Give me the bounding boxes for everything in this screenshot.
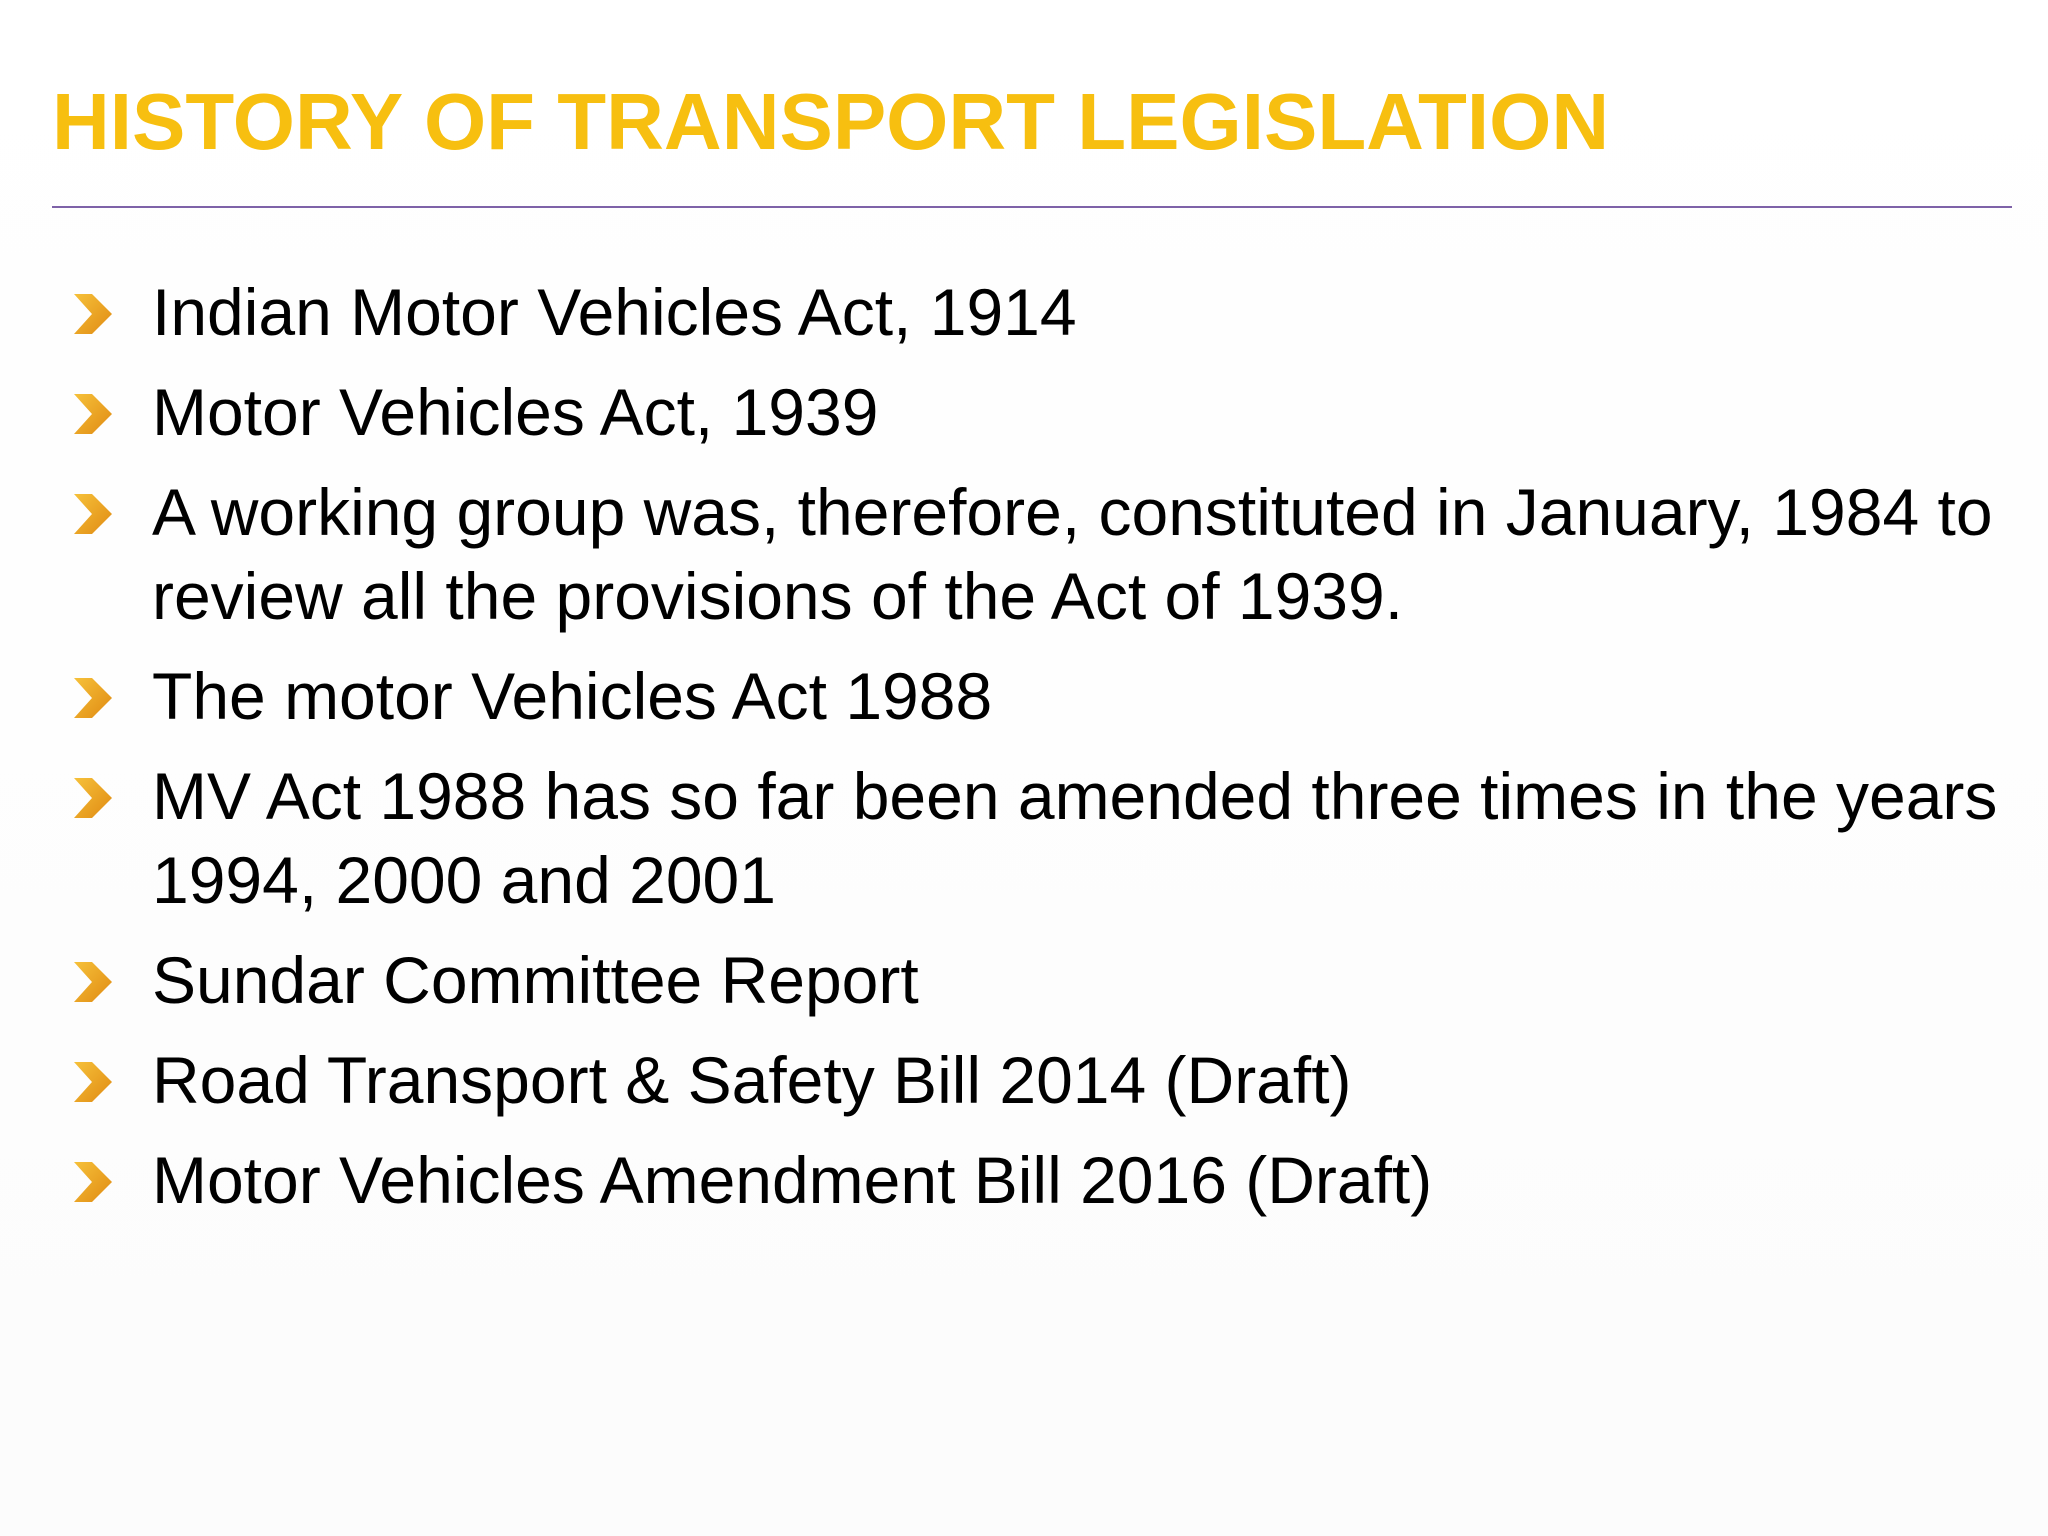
chevron-right-icon (70, 392, 114, 436)
list-item (70, 754, 2010, 922)
bullet-text: Indian Motor Vehicles Act, 1914 (152, 275, 1077, 349)
chevron-right-icon (70, 1060, 114, 1104)
bullet-text: Motor Vehicles Act, 1939 (152, 375, 879, 449)
bullet-text: MV Act 1988 has so far been amended three times in the years 1994, 2000 and 2001 (152, 759, 1998, 917)
chevron-right-icon (70, 492, 114, 536)
chevron-right-icon (70, 676, 114, 720)
list-item (70, 654, 2010, 738)
list-item (70, 1038, 2010, 1122)
chevron-right-icon (70, 776, 114, 820)
bullet-list (70, 270, 2010, 1238)
bullet-text: A working group was, therefore, constituted in January, 1984 to review all the provisions of the Act of 1939. (152, 475, 1993, 633)
list-item (70, 1138, 2010, 1222)
bullet-text: Road Transport & Safety Bill 2014 (Draft) (152, 1043, 1352, 1117)
list-item (70, 270, 2010, 354)
bullet-text: Sundar Committee Report (152, 943, 919, 1017)
list-item (70, 938, 2010, 1022)
chevron-right-icon (70, 960, 114, 1004)
chevron-right-icon (70, 292, 114, 336)
bullet-text: Motor Vehicles Amendment Bill 2016 (Draft) (152, 1143, 1433, 1217)
chevron-right-icon (70, 1160, 114, 1204)
bullet-text: The motor Vehicles Act 1988 (152, 659, 993, 733)
slide-title: HISTORY OF TRANSPORT LEGISLATION (52, 77, 1610, 166)
list-item (70, 470, 2010, 638)
list-item (70, 370, 2010, 454)
title-divider (52, 206, 2012, 208)
